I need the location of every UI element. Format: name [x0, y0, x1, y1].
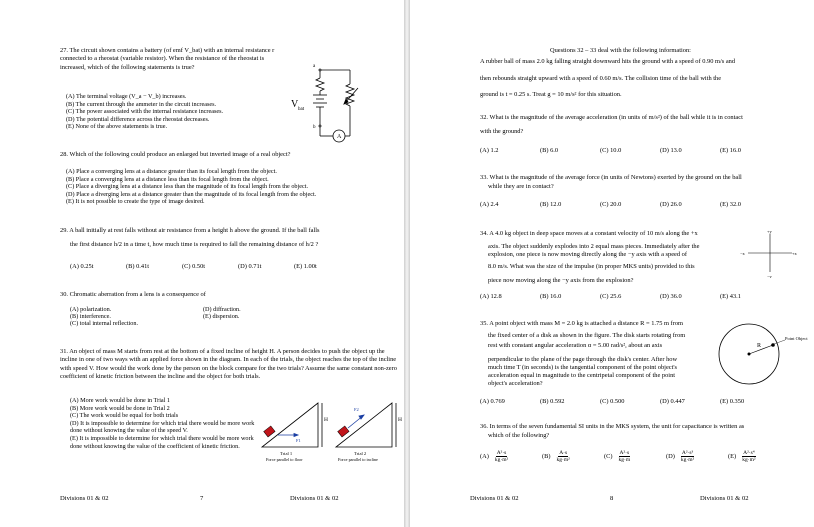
q35-stem-line4: perpendicular to the plane of the page through the disk's center. After how	[488, 356, 678, 363]
trial1-sub-label: Force parallel to floor	[266, 457, 303, 462]
q28-options	[66, 168, 396, 206]
page-number: 8	[610, 495, 614, 502]
q29-stem-line2: the first distance h/2 in a time t, how much time is required to fall the remaining distance of h/2 ?	[70, 241, 319, 248]
q29-stem-line1: 29. A ball initially at rest falls without air resistance from a height h above the ground. If the ball falls	[60, 227, 320, 234]
q36-option-e-denominator: kg·m²	[742, 457, 756, 463]
trial2-label: Trial 2	[354, 451, 367, 456]
q34-option-b: (B) 16.0	[540, 293, 562, 300]
q36-option-b-numerator: A·s	[559, 450, 568, 456]
q32-option-e: (E) 16.0	[720, 147, 741, 154]
q29-option-c: (C) 0.50t	[182, 263, 206, 270]
q35-options	[480, 398, 780, 405]
ammeter-label: A	[337, 134, 342, 140]
q32-option-d: (D) 13.0	[660, 147, 682, 154]
q30-stem: 30. Chromatic aberration from a lens is a consequence of	[60, 291, 206, 298]
q27-option-d: (D) The potential difference across the rheostat decreases.	[66, 115, 210, 123]
q28-option-e: (E) It is not possible to create the type of image desired.	[66, 198, 205, 206]
q29-option-d: (D) 0.71t	[238, 263, 262, 270]
q35-stem-line6: acceleration equal in magnitude to the centripetal component of the point	[488, 372, 676, 379]
q31-options	[70, 397, 258, 450]
circuit-diagram	[288, 52, 388, 152]
axis-plus-y-label: +y	[767, 229, 772, 234]
q31-option-d: (D) It is impossible to determine for which trial there would be more work done without knowing the value of the speed V.	[70, 419, 255, 435]
q34-stem-line1: 34. A 4.0 kg object in deep space moves at a constant velocity of 10 m/s along the +x	[480, 230, 698, 237]
footer-left-text: Divisions 01 & 02	[470, 495, 519, 502]
q36-option-c	[604, 450, 666, 463]
q36-options	[480, 450, 790, 463]
q33-option-b: (B) 12.0	[540, 201, 562, 208]
q36-option-d-letter: (D)	[666, 453, 675, 460]
q34-option-a: (A) 12.8	[480, 293, 502, 300]
page-left	[0, 0, 404, 527]
q27-option-c: (C) The power associated with the internal resistance increases.	[66, 108, 224, 116]
q34-option-d: (D) 36.0	[660, 293, 682, 300]
q35-stem-line5: much time T (in seconds) is the tangential component of the point object's	[488, 364, 678, 371]
q33-option-a: (A) 2.4	[480, 201, 499, 208]
terminal-b-label: b	[313, 125, 316, 130]
terminal-a-label: a	[313, 64, 316, 69]
q33-options	[480, 201, 780, 208]
q30-option-e: (E) dispersion.	[203, 313, 240, 320]
intro-line3: then rebounds straight upward with a speed of 0.60 m/s. The collision time of the ball with the	[480, 75, 722, 82]
q36-option-c-letter: (C)	[604, 453, 613, 460]
q33-option-c: (C) 20.0	[600, 201, 622, 208]
point-object-label: Point Object	[785, 336, 808, 341]
force-f1-label: F1	[296, 438, 301, 443]
q36-option-d-numerator: A²·s³	[681, 450, 694, 456]
q33-stem-line1: 33. What is the magnitude of the average force (in units of Newtons) exerted by the ground on the ball	[480, 174, 742, 181]
footer-right-text: Divisions 01 & 02	[700, 495, 749, 502]
page-number: 7	[200, 495, 204, 502]
q34-option-e: (E) 43.1	[720, 293, 741, 300]
vbat-label: V	[291, 99, 299, 110]
q27-options	[66, 93, 291, 131]
axis-minus-y-label: −y	[767, 274, 772, 278]
q30-option-d: (D) diffraction.	[203, 306, 241, 313]
q36-option-e	[728, 450, 790, 463]
q31-option-b: (B) More work would be done in Trial 2	[70, 404, 170, 412]
q34-stem-line4: 8.0 m/s. What was the size of the impulse (in proper MKS units) provided to this	[488, 263, 695, 270]
q36-option-a-letter: (A)	[480, 453, 489, 460]
q35-option-d: (D) 0.447	[660, 398, 685, 405]
q32-stem-line1: 32. What is the magnitude of the average acceleration (in units of m/s²) of the ball while it is in contact	[480, 114, 743, 121]
axis-minus-x-label: −x	[740, 251, 745, 256]
footer-left-text: Divisions 01 & 02	[60, 495, 109, 502]
q36-option-b	[542, 450, 604, 463]
q35-stem-line1: 35. A point object with mass M = 2.0 kg is attached a distance R = 1.75 m from	[480, 320, 683, 327]
q30-option-a: (A) polarization.	[70, 306, 112, 313]
q29-option-b: (B) 0.41t	[126, 263, 150, 270]
q27-stem: 27. The circuit shown contains a battery (of emf V_bat) with an internal resistance r connected to a rheostat (variable resistor). When the resistance of the rheostat is increased, which of the following statements is true?	[60, 47, 275, 71]
q29-option-a: (A) 0.25t	[70, 263, 94, 270]
trial2-height-label: H	[398, 417, 402, 423]
q35-stem-line2: the fixed center of a disk as shown in the figure. The disk starts rotating from	[488, 332, 686, 339]
q35-option-c: (C) 0.500	[600, 398, 625, 405]
radius-label: R	[757, 343, 762, 349]
q30-option-b: (B) interference.	[70, 313, 111, 320]
axes-diagram	[740, 228, 800, 278]
q35-option-e: (E) 0.350	[720, 398, 745, 405]
q36-stem-line2: which of the following?	[488, 432, 550, 439]
q36-option-a	[480, 450, 542, 463]
q35-stem-line3: rest with constant angular acceleration α = 5.00 rad/s², about an axis	[488, 342, 663, 349]
q35-option-b: (B) 0.592	[540, 398, 565, 405]
q34-options	[480, 293, 780, 300]
q31-stem: 31. An object of mass M starts from rest at the bottom of a fixed incline of height H. A person decides to push the object up the incline in one of two ways with an applied force shown in the diagram. In each of the trials, the object reaches the top of the incline with speed V. How would the work done by the person on the block compare for the two trials? Assume the same constant non-zero coefficient of kinetic friction between the incline and the object for both trials.	[60, 348, 397, 380]
axis-plus-x-label: +x	[792, 251, 797, 256]
q28-option-b: (B) Place a converging lens at a distance less than its focal length from the object.	[66, 175, 269, 183]
trial1-height-label: H	[324, 417, 328, 423]
q36-option-b-denominator: kg·m²	[556, 457, 570, 463]
q34-stem-line2: axis. The object suddenly explodes into 2 equal mass pieces. Immediately after the	[488, 243, 700, 250]
q32-option-a: (A) 1.2	[480, 147, 499, 154]
q31-option-c: (C) The work would be equal for both trials	[70, 412, 179, 420]
footer-right-text: Divisions 01 & 02	[290, 495, 339, 502]
incline-diagrams	[258, 395, 404, 475]
disk-diagram	[715, 318, 811, 390]
q35-option-a: (A) 0.769	[480, 398, 505, 405]
q33-stem-line2: while they are in contact?	[488, 183, 554, 190]
q36-option-e-letter: (E)	[728, 453, 737, 460]
q32-option-c: (C) 10.0	[600, 147, 622, 154]
q36-option-c-numerator: A²·s	[619, 450, 630, 456]
q33-option-d: (D) 26.0	[660, 201, 682, 208]
q29-option-e: (E) 1.00t	[294, 263, 317, 270]
q36-option-b-letter: (B)	[542, 453, 551, 460]
q36-option-a-numerator: A²·s	[496, 450, 507, 456]
q31-option-e: (E) It is impossible to determine for which trial there would be more work done without knowing the value of the coefficient of kinetic friction.	[70, 434, 254, 450]
q36-option-e-numerator: A²·s⁴	[743, 450, 755, 456]
q27-option-a: (A) The terminal voltage (V_a − V_b) increases.	[66, 93, 187, 100]
q28-option-d: (D) Place a diverging lens at a distance greater than the magnitude of its focal length from the object.	[66, 190, 317, 198]
intro-line4: ground is t = 0.25 s. Treat g = 10 m/s² for this situation.	[480, 91, 622, 98]
q36-option-d-denominator: kg·m²	[680, 457, 695, 463]
q36-option-a-denominator: kg·m²	[494, 457, 509, 463]
q35-stem-line7: object's acceleration?	[488, 380, 543, 387]
q28-stem: 28. Which of the following could produce an enlarged but inverted image of a real object?	[60, 151, 291, 158]
q32-stem-line2: with the ground?	[480, 128, 524, 135]
q36-option-d	[666, 450, 728, 463]
q36-stem-line1: 36. In terms of the seven fundamental SI units in the MKS system, the unit for capacitance is written as	[480, 423, 745, 430]
intro-line2: A rubber ball of mass 2.0 kg falling straight downward hits the ground with a speed of 0.90 m/s and	[480, 58, 736, 65]
q32-options	[480, 147, 780, 154]
q34-stem-line3: explosion, one piece is now moving directly along the −y axis with a speed of	[488, 251, 688, 258]
force-f2-label: F2	[354, 407, 359, 412]
q34-option-c: (C) 25.6	[600, 293, 622, 300]
vbat-sub-label: bat	[298, 107, 305, 112]
q36-option-c-denominator: kg·m	[618, 457, 631, 463]
q33-option-e: (E) 32.0	[720, 201, 741, 208]
q28-option-c: (C) Place a diverging lens at a distance less than the magnitude of its focal length from the object.	[66, 183, 308, 191]
q29-options	[70, 263, 350, 270]
q32-option-b: (B) 6.0	[540, 147, 559, 154]
q28-option-a: (A) Place a converging lens at a distance greater than its focal length from the object.	[66, 168, 277, 175]
q30-option-c: (C) total internal reflection.	[70, 320, 139, 327]
q27-option-b: (B) The current through the ammeter in the circuit increases.	[66, 100, 217, 108]
q27-option-e: (E) None of the above statements is true.	[66, 123, 168, 131]
q31-option-a: (A) More work would be done in Trial 1	[70, 397, 171, 404]
intro-line1: Questions 32 – 33 deal with the following information:	[550, 47, 691, 54]
trial1-label: Trial 1	[280, 451, 293, 456]
page-right	[410, 0, 814, 527]
q34-stem-line5: piece now moving along the −y axis from the explosion?	[488, 277, 634, 284]
trial2-sub-label: Force parallel to incline	[338, 457, 378, 462]
